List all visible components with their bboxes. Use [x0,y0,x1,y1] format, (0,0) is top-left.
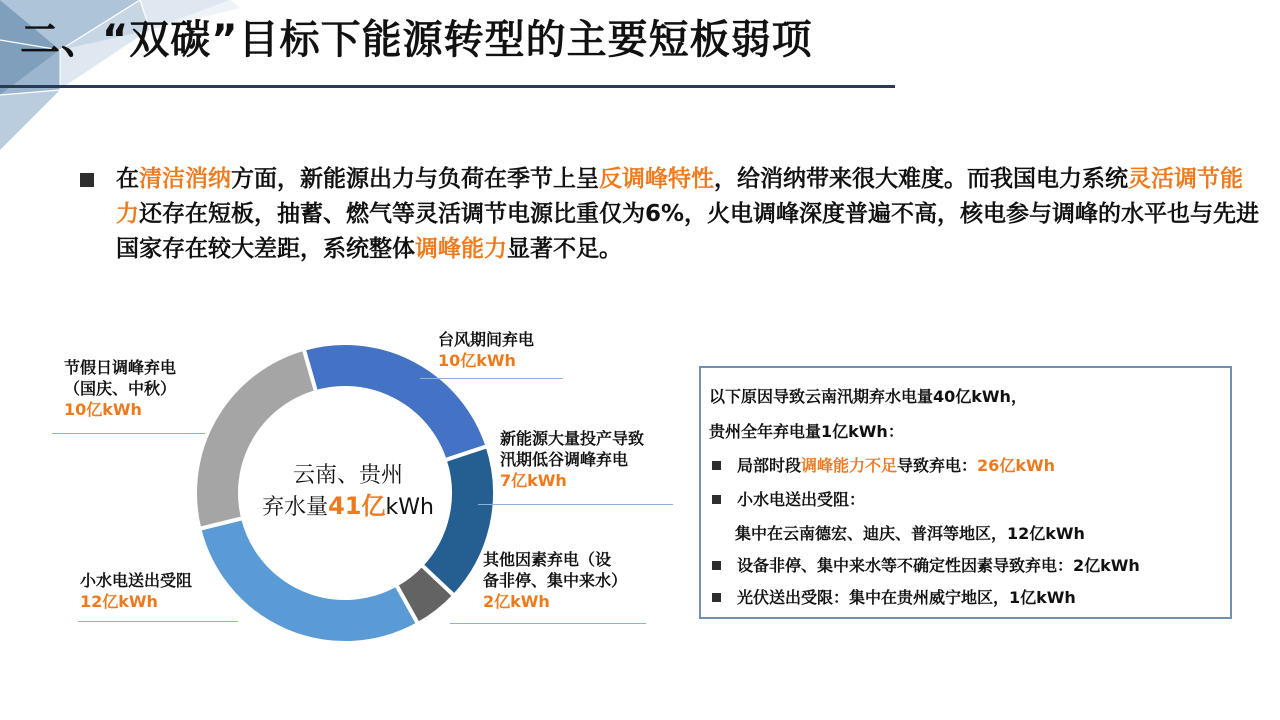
center-label-line2 [243,491,453,523]
intro-highlight-clean-consumption: 清洁消纳 [139,166,231,192]
callout-new-energy-label-1: 新能源大量投产导致 [500,429,645,448]
info-bullet-peak-post: 导致弃电： [897,456,978,475]
intro-highlight-peak-capacity: 调峰能力 [415,236,507,262]
callout-holiday-value: 10亿kWh [64,400,142,419]
callout-typhoon-value: 10亿kWh [438,351,516,370]
callout-small-hydro-underline [78,621,238,622]
center-label-prefix: 弃水量 [262,495,329,520]
callout-holiday-label-1: 节假日调峰弃电 [64,358,177,377]
info-bullet-equipment-text: 设备非停、集中来水等不确定性因素导致弃电：2亿kWh [737,556,1140,575]
intro-part-2: 方面，新能源出力与负荷在季节上呈 [231,166,599,192]
info-bullet-pv [709,585,1076,608]
callout-small-hydro-value: 12亿kWh [80,592,158,611]
callout-small-hydro [80,570,192,612]
callout-small-hydro-label: 小水电送出受阻 [80,571,193,590]
callout-other-label-2: 备非停、集中来水） [483,571,628,590]
intro-part-5: 显著不足。 [507,236,622,262]
callout-other-label-1: 其他因素弃电（设 [483,550,612,569]
info-line-1: 以下原因导致云南汛期弃水电量40亿kWh， [709,387,1027,406]
bullet-square-icon [712,461,721,470]
intro-highlight-anti-peak: 反调峰特性 [599,166,714,192]
callout-typhoon [438,329,534,371]
page-title: 二、“双碳”目标下能源转型的主要短板弱项 [20,17,813,63]
callout-holiday [64,357,176,420]
info-bullet-pv-text: 光伏送出受限：集中在贵州威宁地区，1亿kWh [737,588,1076,607]
callout-typhoon-label: 台风期间弃电 [438,330,535,349]
callout-new-energy [500,428,644,491]
info-bullet-small-hydro [709,487,865,510]
callout-new-energy-label-2: 汛期低谷调峰弃电 [500,450,629,469]
intro-highlight-flexibility: 灵活调节能力 [116,166,1243,227]
info-bullet-peak [709,453,1055,476]
info-bullet-equipment [709,553,1140,576]
callout-other-underline [450,623,646,624]
callout-new-energy-value: 7亿kWh [500,471,567,490]
callout-typhoon-underline [420,378,563,379]
info-bullet-peak-highlight: 调峰能力不足 [801,456,898,475]
curtailment-cause-box [699,366,1232,619]
bullet-square-icon [712,495,721,504]
bullet-square-icon [712,561,721,570]
center-label-value: 41亿 [328,492,386,520]
info-bullet-peak-pre: 局部时段 [737,456,802,475]
intro-part-1: 在 [116,166,139,192]
callout-other-value: 2亿kWh [483,592,550,611]
info-line-2: 贵州全年弃电量1亿kWh： [709,422,904,441]
callout-other [483,549,627,612]
center-label-unit: kWh [385,495,434,520]
donut-center-label [243,460,453,523]
center-label-line1: 云南、贵州 [292,463,403,488]
donut-slice-small-hydro [199,518,418,643]
bullet-square-icon [712,593,721,602]
intro-part-3: ，给消纳带来很大难度。而我国电力系统 [714,166,1128,192]
info-bullet-small-hydro-text: 小水电送出受阻： [737,490,866,509]
intro-part-4: 还存在短板，抽蓄、燃气等灵活调节电源比重仅为6%，火电调峰深度普遍不高，核电参与调峰的水平也与先进国家存在较大差距，系统整体 [116,201,1260,262]
info-small-hydro-detail: 集中在云南德宏、迪庆、普洱等地区，12亿kWh [735,524,1085,543]
callout-new-energy-underline [478,504,673,505]
info-bullet-peak-value: 26亿kWh [977,456,1055,475]
callout-holiday-underline [52,433,205,434]
callout-holiday-label-2: （国庆、中秋） [64,379,177,398]
